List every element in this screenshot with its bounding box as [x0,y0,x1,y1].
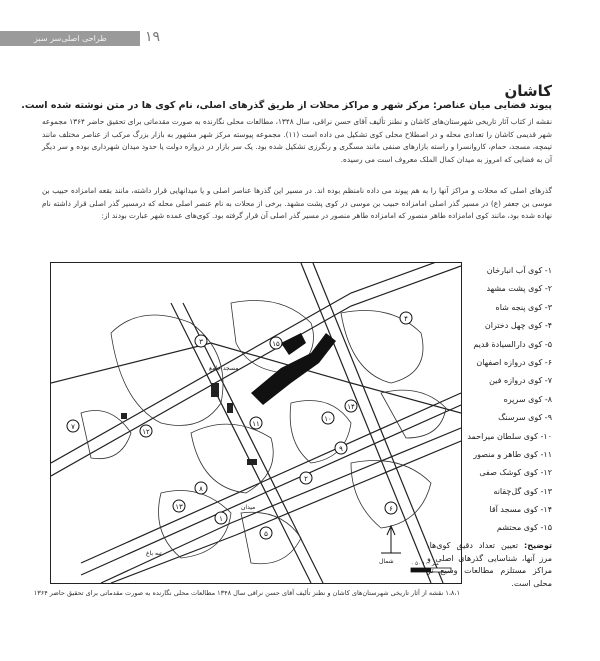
paragraph-intro: نقشه از کتاب آثار تاریخی شهرستان‌های کاشان و نطنز تألیف آقای حسن نراقی، سال ۱۳۴۸، مطالعات محلی نگارنده به صورت مقدماتی برای تحقیق حاضر ۱۳۶۴ مجموعه شهر قدیمی کاشان را تعدادی محله و در اصطلاح محلی کوی تشکیل می داده است (۱۱). مجموعه پیوسته مرکز شهر مشهور به بازار بزرگ مرکب از عناصر مختلف مانند تیمچه، مسجد، حمام، کاروانسرا و راسته بازارهای صنفی مانند مسگری و رنگرزی تشکیل شده بود. یک سر بازار در دروازه دولت یا حدود میدان شهرداری بوده و سر دیگر آن به فضایی که امروز به میدان کمال الملک معروف است می رسیده. [42,117,553,164]
document-title: کاشان [504,82,552,100]
svg-text:۵: ۵ [264,530,268,538]
legend-item: ۱۵- کوی محتشم [496,523,552,533]
map-marker-13 [173,500,185,512]
map-marker-14 [345,400,357,412]
legend-item: ۱۲- کوی کوشک صفی [479,468,552,478]
map-marker-2 [300,472,312,484]
neighborhood-legend [427,262,552,538]
map-label-garden: تپه باغ [146,550,162,557]
svg-text:۱۴: ۱۴ [347,403,355,411]
map-marker-12 [140,425,152,437]
map-marker-8 [195,482,207,494]
map-marker-6 [385,502,397,514]
city-map [50,262,462,584]
legend-item: ۸- کوی سرپره [503,394,552,404]
map-marker-7 [67,420,79,432]
explanation-note [427,540,552,590]
legend-item: ۱۰- کوی سلطان میراحمد [467,431,552,441]
map-marker-5 [260,527,272,539]
map-marker-4 [400,312,412,324]
legend-item: ۳- کوی پنجه شاه [495,302,552,312]
map-drawing [51,263,461,583]
svg-text:۱۳: ۱۳ [175,503,183,511]
svg-text:۱۲: ۱۲ [142,428,150,436]
legend-item: ۵- کوی دارالسیادة قدیم [473,339,552,349]
map-label-bazaar: بازار [296,363,307,370]
map-caption: ۱،۸،۱ نقشه از آثار تاریخی شهرستان‌های کاشان و نطنز تألیف آقای حسن نراقی سال ۱۳۴۸ مطالعات محلی نگارنده به صورت مقدماتی برای تحقیق حاضر ۱۳۶۴ [33,589,460,597]
svg-text:۶: ۶ [389,505,393,513]
map-marker-1 [215,512,227,524]
svg-text:۱۱: ۱۱ [252,420,260,428]
svg-text:۱۰: ۱۰ [324,415,332,423]
map-label-mosque: مسجد جامع [209,365,239,372]
note-label: توضیح: [524,541,552,550]
north-arrow-icon [379,526,401,565]
legend-item: ۲- کوی پشت مشهد [486,284,552,294]
svg-text:۲: ۲ [304,475,308,483]
svg-text:۱: ۱ [219,515,223,523]
legend-item: ۴- کوی چهل دختران [484,321,552,331]
svg-text:۸: ۸ [199,485,203,493]
svg-text:۰ ۵۰ ۱۰۰ متر: ۰ ۵۰ ۱۰۰ متر [411,561,439,567]
map-marker-10 [322,412,334,424]
page-number: ۱۹ [145,29,161,45]
legend-item: ۱۱- کوی طاهر و منصور [473,449,552,459]
svg-text:۱۵: ۱۵ [272,340,280,348]
legend-item: ۱- کوی آب انبارخان [486,266,552,275]
svg-text:شمال: شمال [379,558,394,565]
legend-item: ۹- کوی سرسنگ [498,413,552,423]
svg-text:۳: ۳ [199,338,203,346]
document-subtitle: پیوند فضایی میان عناصر: مرکز شهر و مراکز محلات از طریق گذرهای اصلی، نام کوی ها در متن نوشته شده است. [21,100,552,111]
legend-item: ۷- کوی دروازه فین [489,376,552,386]
note-text: تعیین تعداد دقیق کوی‌ها، مرز آنها، شناسایی گذرهای اصلی و مراکز مستلزم مطالعات وسیع تر محلی است. [427,541,552,588]
legend-item: ۶- کوی دروازه اصفهان [476,357,552,367]
map-marker-11 [250,417,262,429]
legend-item: ۱۴- کوی مسجد آقا [489,505,552,515]
map-label-square: میدان [241,504,256,511]
header-section-title: طراحی اصلی‌سر سبز [34,34,107,43]
paragraph-passages: گذرهای اصلی که محلات و مراکز آنها را به هم پیوند می داده نامنظم بوده اند. در مسیر این گذرها عناصر اصلی و یا میدانهایی قرار داشته، مانند بقعه امامزاده حبیب بن موسی بن جعفر (ع) در مسیر گذر اصلی امامزاده حبیب بن موسی در کوی پشت مشهد. برخی از محلات به نام عنصر اصلی محله که درمسیر گذر اصلی قرار داشته نام نهاده شده بود، مانند کوی امامزاده طاهر منصور که امامزاده طاهر منصور در مسیر گذر اصلی آن قرار گرفته بود. کوی‌های عمده شهر عبارت بودند از: [42,186,552,220]
legend-item: ۱۳- کوی گل‌چقانه [493,486,552,496]
map-marker-3 [195,335,207,347]
map-marker-9 [335,442,347,454]
map-marker-15 [270,337,282,349]
svg-text:۹: ۹ [339,445,343,453]
svg-text:۷: ۷ [71,423,75,431]
svg-text:۴: ۴ [404,315,408,323]
